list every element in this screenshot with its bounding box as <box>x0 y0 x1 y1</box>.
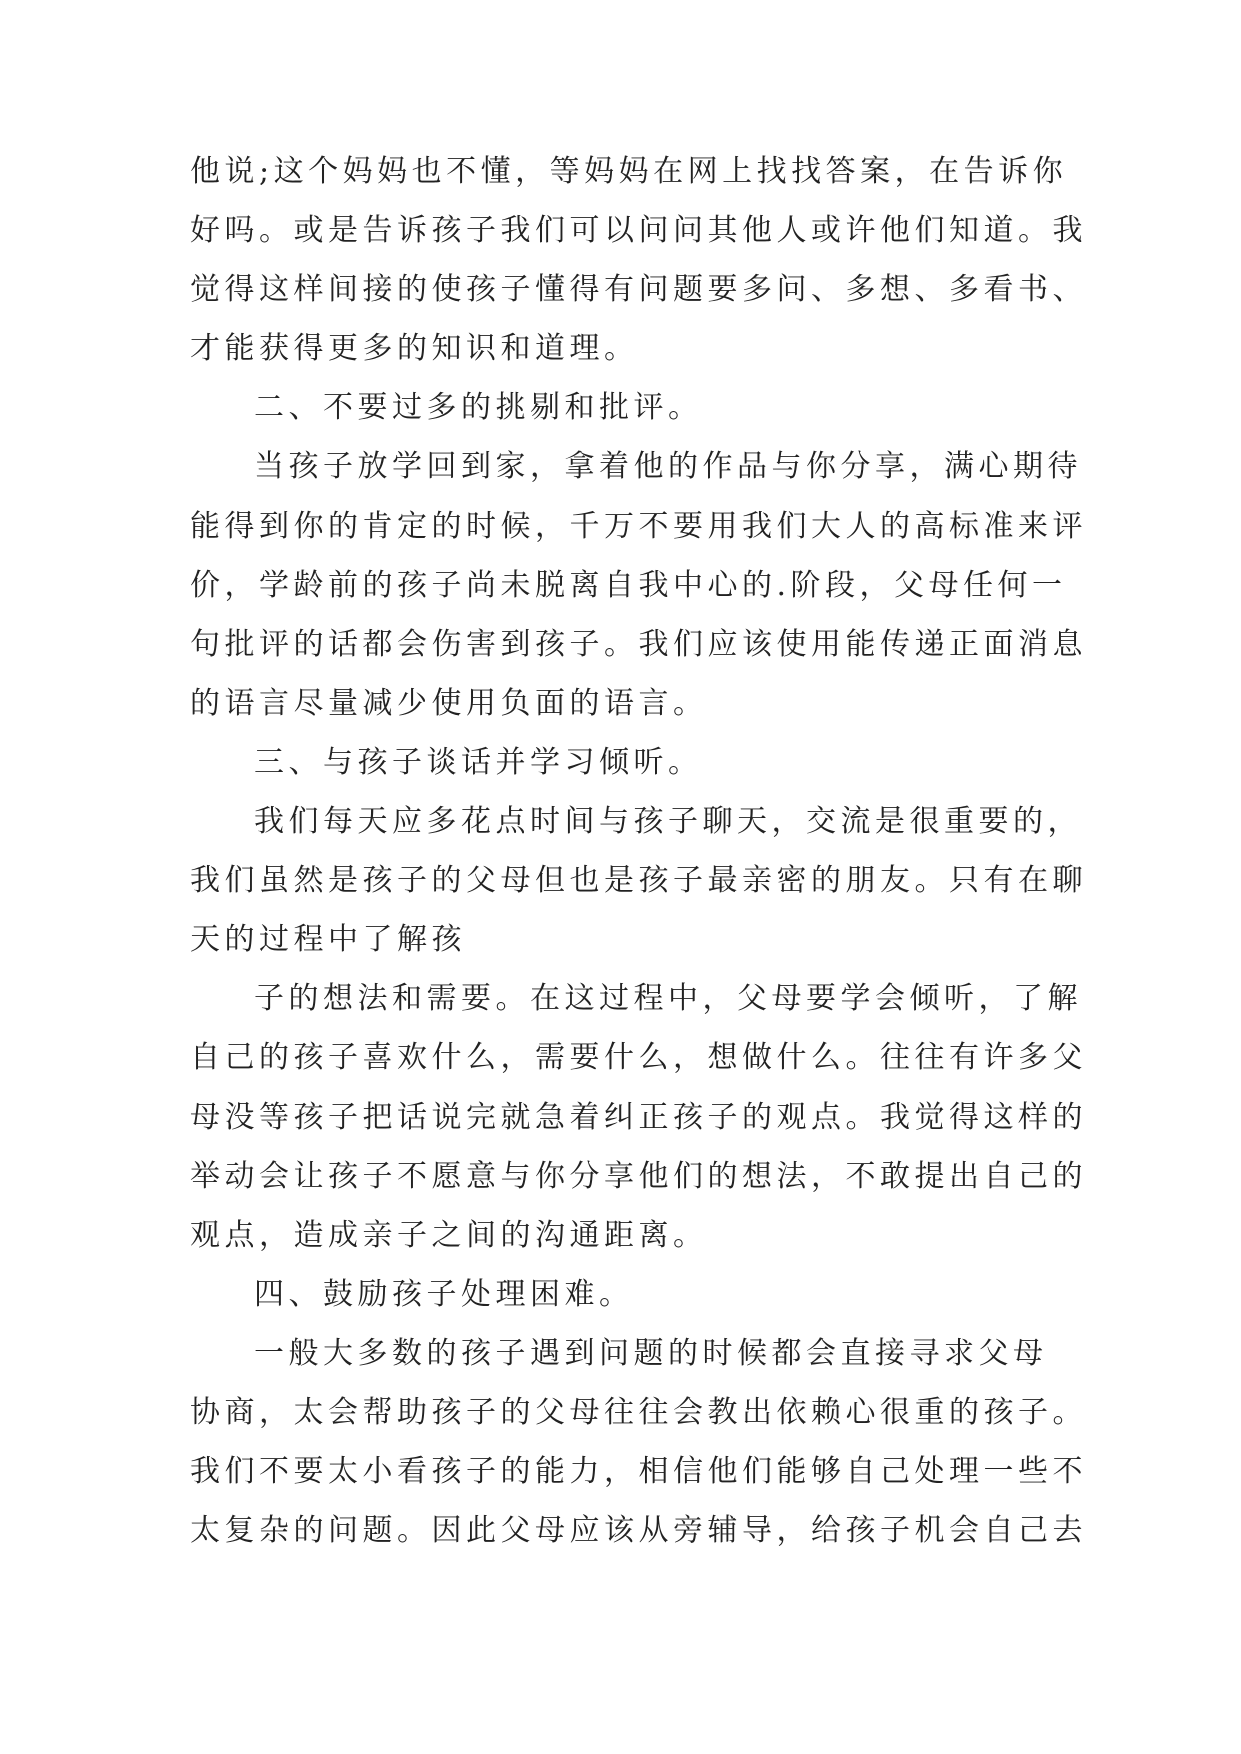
text-line: 能得到你的肯定的时候，千万不要用我们大人的高标准来评 <box>190 508 1087 544</box>
text-line: 他说;这个妈妈也不懂，等妈妈在网上找找答案，在告诉你 <box>190 154 1068 189</box>
text-line: 当孩子放学回到家，拿着他的作品与你分享，满心期待 <box>254 449 1082 485</box>
text-line: 的语言尽量减少使用负面的语言。 <box>190 685 708 721</box>
document-body <box>190 154 1087 1573</box>
text-line: 三、与孩子谈话并学习倾听。 <box>254 744 703 780</box>
text-line: 好吗。或是告诉孩子我们可以问问其他人或许他们知道。我 <box>190 213 1087 249</box>
text-line: 价，学龄前的孩子尚未脱离自我中心的.阶段，父母任何一 <box>190 567 1067 603</box>
text-line: 子的想法和需要。在这过程中，父母要学会倾听，了解 <box>254 981 1082 1017</box>
text-line: 太复杂的问题。因此父母应该从旁辅导，给孩子机会自己去 <box>190 1513 1087 1549</box>
text-line: 母没等孩子把话说完就急着纠正孩子的观点。我觉得这样的 <box>190 1099 1087 1135</box>
text-line: 我们每天应多花点时间与孩子聊天，交流是很重要的， <box>254 804 1082 840</box>
text-line: 觉得这样间接的使孩子懂得有问题要多问、多想、多看书、 <box>190 272 1087 308</box>
text-line: 我们虽然是孩子的父母但也是孩子最亲密的朋友。只有在聊 <box>190 863 1087 899</box>
text-line: 自己的孩子喜欢什么，需要什么，想做什么。往往有许多父 <box>190 1040 1087 1076</box>
text-line: 句批评的话都会伤害到孩子。我们应该使用能传递正面消息 <box>190 626 1087 662</box>
text-line: 才能获得更多的知识和道理。 <box>190 331 639 367</box>
text-line: 天的过程中了解孩 <box>190 922 466 958</box>
text-line: 协商，太会帮助孩子的父母往往会教出依赖心很重的孩子。 <box>190 1394 1087 1430</box>
text-line: 二、不要过多的挑剔和批评。 <box>254 390 703 426</box>
text-line: 观点，造成亲子之间的沟通距离。 <box>190 1217 708 1253</box>
text-line: 举动会让孩子不愿意与你分享他们的想法，不敢提出自己的 <box>190 1158 1087 1194</box>
text-line: 我们不要太小看孩子的能力，相信他们能够自己处理一些不 <box>190 1454 1087 1490</box>
text-line: 一般大多数的孩子遇到问题的时候都会直接寻求父母 <box>254 1335 1048 1371</box>
text-line: 四、鼓励孩子处理困难。 <box>254 1276 634 1312</box>
